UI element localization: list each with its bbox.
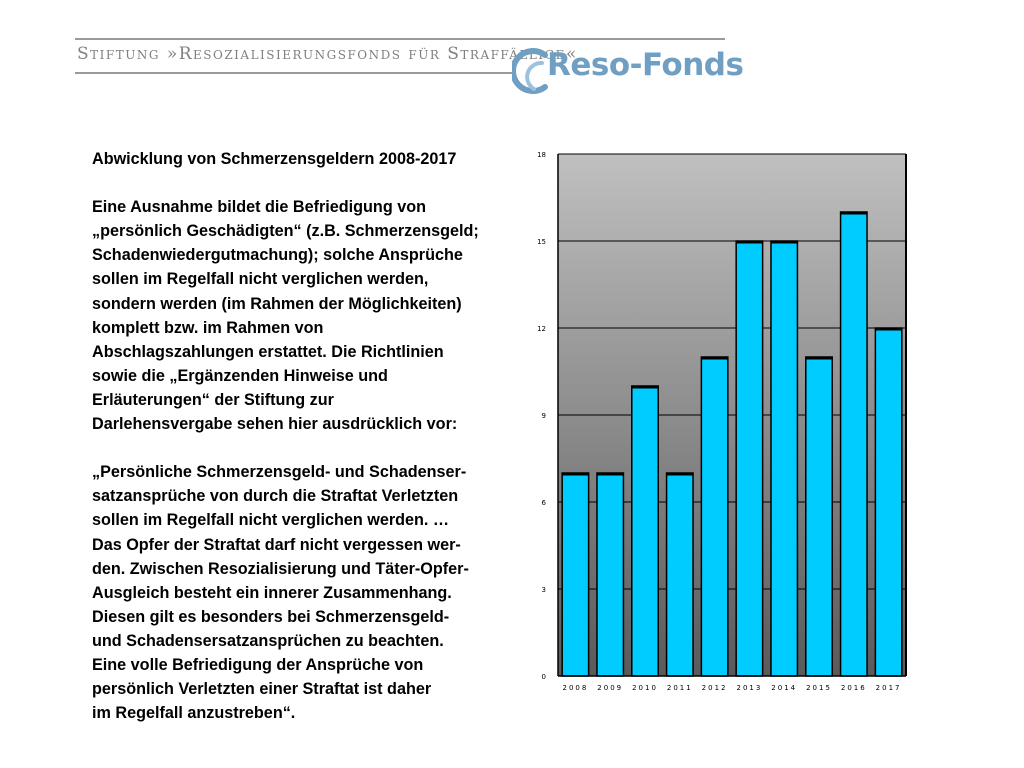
text-block — [92, 147, 512, 725]
header-rule-top — [75, 38, 725, 40]
x-tick-label: 2013 — [736, 684, 763, 692]
quote-line: sollen im Regelfall nicht verglichen werden. … — [92, 511, 450, 530]
x-tick-label: 2010 — [632, 684, 658, 692]
text-line: „persönlich Geschädigten“ (z.B. Schmerzensgeld; — [92, 222, 479, 241]
quote-line: Diesen gilt es besonders bei Schmerzensgeld- — [92, 607, 450, 626]
x-tick-label: 2014 — [771, 684, 798, 692]
y-tick-label: 3 — [541, 586, 546, 594]
x-tick-label: 2015 — [806, 684, 832, 692]
text-line: sowie die „Ergänzenden Hinweise und — [92, 366, 388, 385]
bar — [667, 473, 693, 676]
logo-text: Reso-Fonds — [547, 47, 744, 83]
reso-fonds-logo — [512, 43, 744, 99]
text-line: Eine Ausnahme bildet die Befriedigung von — [92, 198, 426, 217]
x-tick-label: 2016 — [840, 684, 867, 692]
quote-line: satzansprüche von durch die Straftat Verletzten — [92, 487, 459, 506]
quote-line: Das Opfer der Straftat darf nicht vergessen wer- — [92, 535, 461, 554]
header-rule-bottom — [75, 72, 512, 74]
bar — [632, 386, 658, 676]
bar — [771, 241, 797, 676]
bar — [562, 473, 588, 676]
x-tick-label: 2009 — [597, 684, 624, 692]
bar — [736, 241, 762, 676]
bar-chart — [522, 140, 922, 700]
quote-line: Ausgleich besteht ein innerer Zusammenhang. — [92, 583, 452, 602]
bar — [701, 357, 727, 676]
foundation-title: Stiftung »Resozialisierungsfonds für Straffällige« — [77, 44, 578, 64]
text-heading: Abwicklung von Schmerzensgeldern 2008-2017 — [92, 150, 457, 168]
quote-line: den. Zwischen Resozialisierung und Täter-Opfer- — [92, 559, 469, 578]
y-tick-label: 6 — [541, 499, 546, 507]
y-tick-label: 12 — [537, 325, 546, 333]
text-line: Darlehensvergabe sehen hier ausdrücklich vor: — [92, 415, 458, 434]
text-line: komplett bzw. im Rahmen von — [92, 318, 324, 337]
x-tick-label: 2017 — [875, 684, 902, 692]
y-tick-label: 15 — [537, 238, 546, 246]
text-line: Schadenwiedergutmachung); solche Ansprüche — [92, 246, 463, 265]
bar — [806, 357, 832, 676]
text-line: sollen im Regelfall nicht verglichen werden, — [92, 270, 429, 289]
bar — [841, 212, 867, 676]
quote-line: im Regelfall anzustreben“. — [92, 704, 296, 723]
x-tick-label: 2011 — [666, 684, 693, 692]
quote-line: „Persönliche Schmerzensgeld- und Schadenser- — [92, 463, 467, 482]
x-tick-label: 2008 — [562, 684, 589, 692]
bar — [875, 328, 901, 676]
quote-line: Eine volle Befriedigung der Ansprüche von — [92, 655, 424, 674]
bar-chart-svg — [522, 140, 922, 700]
y-tick-label: 18 — [537, 151, 546, 159]
y-tick-label: 0 — [541, 673, 546, 681]
quote-line: persönlich Verletzten einer Straftat ist daher — [92, 680, 432, 699]
quote-line: und Schadensersatzansprüchen zu beachten. — [92, 631, 444, 650]
bar — [597, 473, 623, 676]
text-line: Erläuterungen“ der Stiftung zur — [92, 390, 334, 409]
text-line: Abschlagszahlungen erstattet. Die Richtlinien — [92, 342, 444, 361]
text-line: sondern werden (im Rahmen der Möglichkeiten) — [92, 294, 462, 313]
x-tick-label: 2012 — [701, 684, 728, 692]
y-tick-label: 9 — [541, 412, 546, 420]
